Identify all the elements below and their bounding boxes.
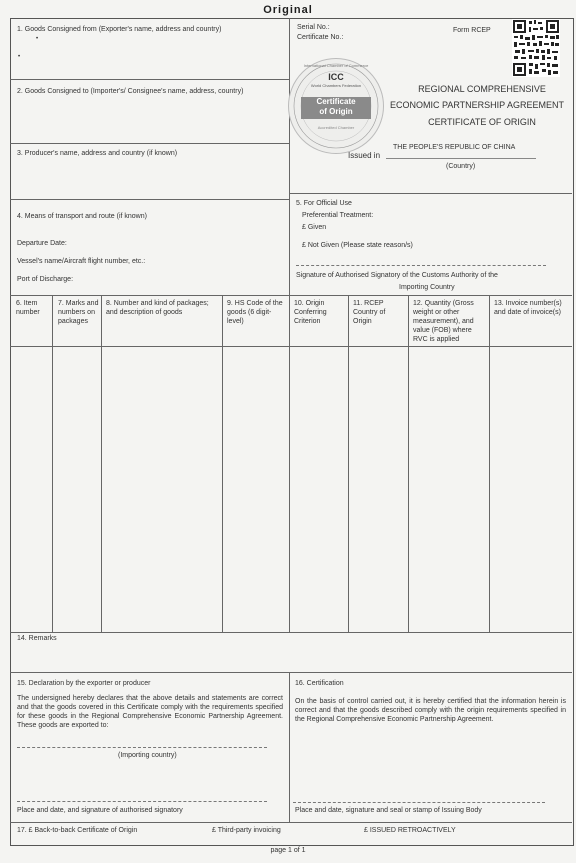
col-header-country-of-origin: 11. RCEP Country of Origin [353, 300, 386, 325]
third-party-invoicing-checkbox[interactable]: £ Third-party invoicing [212, 827, 281, 834]
icc-logo: ICC [328, 72, 344, 82]
divider [289, 672, 290, 822]
bullet-mark: • [36, 36, 39, 42]
divider [10, 672, 572, 673]
divider [10, 295, 572, 296]
stamp-band-line2: of Origin [319, 107, 353, 116]
box14-label: 14. Remarks [17, 635, 57, 642]
importing-country-caption: (Importing country) [118, 752, 177, 759]
vessel-label: Vessel's name/Aircraft flight number, etc.: [17, 258, 146, 265]
divider [289, 295, 290, 632]
divider [10, 79, 289, 80]
port-of-discharge-label: Port of Discharge: [17, 276, 74, 283]
col-header-quantity: 12. Quantity (Gross weight or other measurement), and value (FOB) where RVC is applied [413, 300, 474, 343]
divider [289, 193, 572, 194]
country-caption: (Country) [446, 163, 476, 170]
col-header-invoice: 13. Invoice number(s) and date of invoice(s) [494, 300, 562, 316]
certificate-no-label: Certificate No.: [297, 34, 344, 41]
box16-certification-text: On the basis of control carried out, it is hereby certified that the information herein is correct and that the goods described comply with the origin requirements specified in the Regional Comprehensive Economic Partnership Agreement. [295, 698, 566, 723]
divider [10, 346, 572, 347]
back-to-back-checkbox[interactable]: 17. £ Back-to-back Certificate of Origin [17, 827, 138, 834]
exporter-signature-line [17, 801, 267, 802]
divider [10, 199, 289, 200]
col-header-origin-criterion: 10. Origin Conferring Criterion [294, 300, 327, 325]
exporter-signature-caption: Place and date, and signature of authorised signatory [17, 807, 183, 814]
col-header-marks: 7. Marks and numbers on packages [58, 300, 99, 325]
box15-label: 15. Declaration by the exporter or producer [17, 680, 151, 687]
issued-in-label: Issued in [348, 151, 381, 160]
document-title: Original [263, 4, 313, 16]
divider [10, 632, 572, 633]
box2-label: 2. Goods Consigned to (Importer's/ Consignee's name, address, country) [17, 88, 244, 95]
rcep-heading-line3: CERTIFICATE OF ORIGIN [428, 117, 536, 127]
divider [101, 295, 102, 632]
issued-in-line [386, 158, 536, 159]
box1-label: 1. Goods Consigned from (Exporter's name, address and country) [17, 26, 222, 33]
rcep-heading-line1: REGIONAL COMPREHENSIVE [418, 84, 546, 94]
divider [10, 143, 289, 144]
divider [222, 295, 223, 632]
box5-label: 5. For Official Use [296, 200, 352, 207]
stamp-band-line1: Certificate [316, 97, 356, 106]
stamp-subtitle: World Chambers Federation [310, 83, 362, 88]
issuing-body-signature-line [293, 802, 545, 803]
issuing-body-caption: Place and date, signature and seal or stamp of Issuing Body [295, 807, 482, 814]
form-name: Form RCEP [453, 27, 491, 34]
box3-label: 3. Producer's name, address and country (if known) [17, 150, 178, 157]
box15-declaration-text: The undersigned hereby declares that the above details and statements are correct and that the goods covered in this Certificate comply with the requirements specified for these goods in the Regional Comprehensive Economic Partnership Agreement. These goods are exported to: [17, 695, 283, 729]
rcep-heading-line2: ECONOMIC PARTNERSHIP AGREEMENT [389, 100, 565, 110]
box16-label: 16. Certification [295, 680, 344, 687]
customs-signature-label: Signature of Authorised Signatory of the Customs Authority of the [296, 272, 498, 279]
issued-retroactively-checkbox[interactable]: £ ISSUED RETROACTIVELY [364, 827, 456, 834]
importing-country-line [17, 747, 267, 748]
icc-certificate-of-origin-stamp [288, 58, 384, 154]
stamp-band [301, 97, 371, 119]
divider [408, 295, 409, 632]
serial-no-label: Serial No.: [297, 24, 330, 31]
col-header-hs-code: 9. HS Code of the goods (6 digit-level) [227, 300, 283, 325]
customs-signature-label-2: Importing Country [399, 284, 455, 291]
stamp-arc-text: International Chamber of Commerce [303, 63, 369, 68]
page-number: page 1 of 1 [270, 847, 306, 854]
divider [348, 295, 349, 632]
box4-label: 4. Means of transport and route (if known) [17, 213, 147, 220]
issued-country: THE PEOPLE'S REPUBLIC OF CHINA [393, 144, 516, 151]
divider [52, 295, 53, 632]
preferential-treatment-label: Preferential Treatment: [302, 212, 374, 219]
qr-code [512, 19, 560, 77]
divider [10, 822, 572, 823]
col-header-item-number: 6. Item number [16, 300, 40, 316]
col-header-description: 8. Number and kind of packages; and description of goods [106, 300, 209, 316]
departure-date-label: Departure Date: [17, 240, 67, 247]
bullet-mark: • [18, 54, 21, 60]
stamp-bottom-text: Accredited Chamber [317, 125, 355, 130]
given-checkbox[interactable]: £ Given [302, 224, 327, 231]
signature-line [296, 265, 546, 266]
divider [489, 295, 490, 632]
not-given-checkbox[interactable]: £ Not Given (Please state reason/s) [302, 242, 413, 249]
